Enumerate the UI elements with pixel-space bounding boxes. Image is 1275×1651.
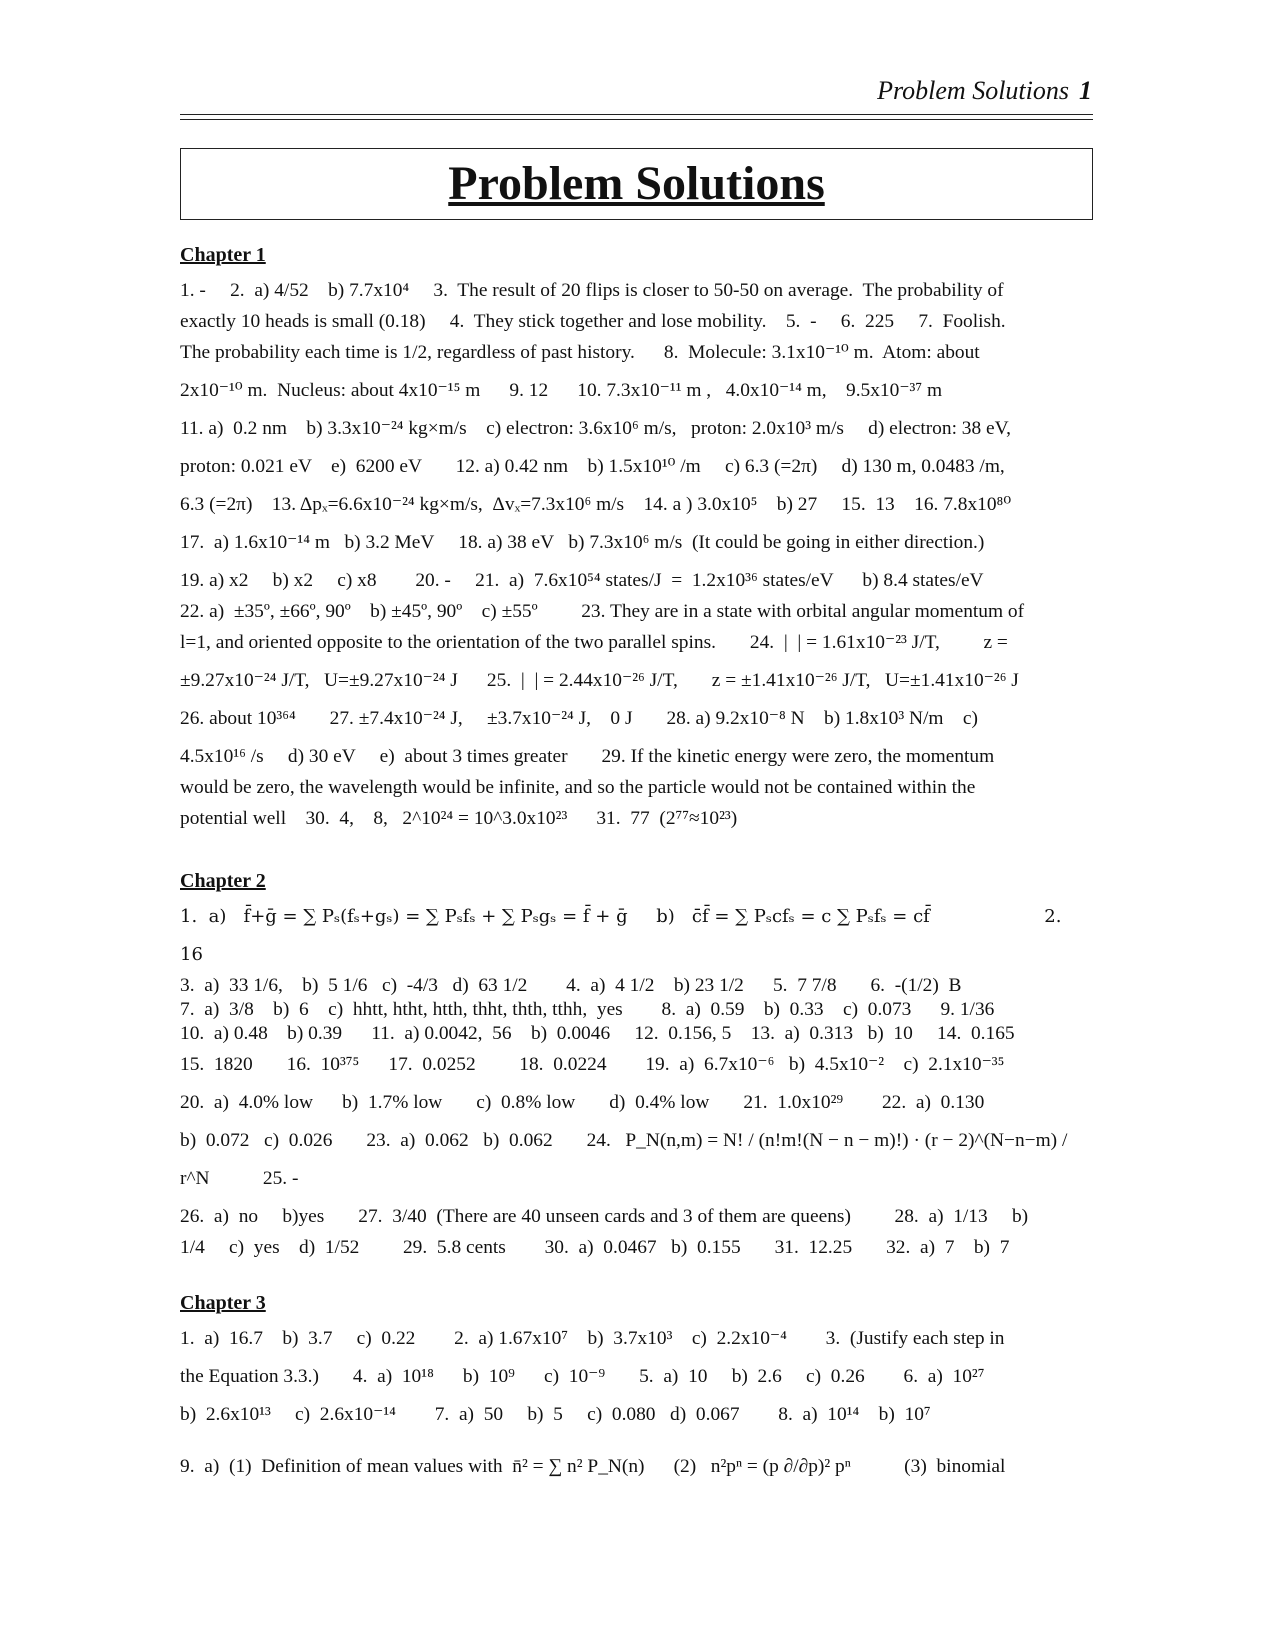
chapter-heading: Chapter 2 bbox=[180, 870, 266, 892]
chapter-2-text bbox=[180, 898, 1095, 1260]
text-line: 7. a) 3/8 b) 6 c) hhtt, htht, htth, thht, thth, tthh, yes 8. a) 0.59 b) 0.33 c) 0.073 9. 1/36 bbox=[180, 999, 995, 1020]
text-line: proton: 0.021 eV e) 6200 eV 12. a) 0.42 nm b) 1.5x10¹⁰ /m c) 6.3 (=2π) d) 130 m, 0.0483 /m, bbox=[180, 456, 1005, 477]
text-line: 10. a) 0.48 b) 0.39 11. a) 0.0042, 56 b) 0.0046 12. 0.156, 5 13. a) 0.313 b) 10 14. 0.165 bbox=[180, 1023, 1015, 1044]
equation-line: 1. a) f̄+ḡ = ∑ Pₛ(fₛ+gₛ) = ∑ Pₛfₛ + ∑ Pₛgₛ = f̄ + ḡ b) c̄f̄ = ∑ Pₛcfₛ = c ∑ Pₛfₛ = cf̄ 2. 16 bbox=[180, 906, 1073, 965]
chapter-1-section bbox=[180, 242, 1095, 838]
text-line: l=1, and oriented opposite to the orientation of the two parallel spins. 24. | | = 1.61x10⁻²³ J/T, z = bbox=[180, 632, 1008, 653]
text-line: 26. about 10³⁶⁴ 27. ±7.4x10⁻²⁴ J, ±3.7x10⁻²⁴ J, 0 J 28. a) 9.2x10⁻⁸ N b) 1.8x10³ N/m c) bbox=[180, 708, 978, 729]
page-number: 1 bbox=[1079, 76, 1092, 105]
solutions-body bbox=[180, 242, 1095, 1486]
chapter-2-section bbox=[180, 868, 1095, 1260]
text-line: b) 2.6x10¹³ c) 2.6x10⁻¹⁴ 7. a) 50 b) 5 c) 0.080 d) 0.067 8. a) 10¹⁴ b) 10⁷ bbox=[180, 1404, 931, 1425]
text-line: the Equation 3.3.) 4. a) 10¹⁸ b) 10⁹ c) 10⁻⁹ 5. a) 10 b) 2.6 c) 0.26 6. a) 10²⁷ bbox=[180, 1366, 985, 1387]
text-line: 17. a) 1.6x10⁻¹⁴ m b) 3.2 MeV 18. a) 38 eV b) 7.3x10⁶ m/s (It could be going in either direction.) bbox=[180, 532, 985, 553]
header-rule-thin bbox=[180, 119, 1093, 120]
chapter-1-text bbox=[180, 272, 1095, 838]
text-line: 1. - 2. a) 4/52 b) 7.7x10⁴ 3. The result of 20 flips is closer to 50-50 on average. The probability of bbox=[180, 280, 1004, 301]
text-line: 1. a) 16.7 b) 3.7 c) 0.22 2. a) 1.67x10⁷ b) 3.7x10³ c) 2.2x10⁻⁴ 3. (Justify each step in bbox=[180, 1328, 1005, 1349]
text-line: 15. 1820 16. 10³⁷⁵ 17. 0.0252 18. 0.0224 19. a) 6.7x10⁻⁶ b) 4.5x10⁻² c) 2.1x10⁻³⁵ bbox=[180, 1054, 1005, 1075]
text-line: 2x10⁻¹⁰ m. Nucleus: about 4x10⁻¹⁵ m 9. 12 10. 7.3x10⁻¹¹ m , 4.0x10⁻¹⁴ m, 9.5x10⁻³⁷ m bbox=[180, 380, 943, 401]
text-line: would be zero, the wavelength would be infinite, and so the particle would not be contained within the bbox=[180, 777, 976, 798]
text-line: 26. a) no b)yes 27. 3/40 (There are 40 unseen cards and 3 of them are queens) 28. a) 1/13 b) bbox=[180, 1206, 1029, 1227]
chapter-heading: Chapter 3 bbox=[180, 1292, 266, 1314]
chapter-3-section bbox=[180, 1290, 1095, 1486]
text-line: 22. a) ±35º, ±66º, 90º b) ±45º, 90º c) ±55º 23. They are in a state with orbital angular momentum of bbox=[180, 601, 1025, 622]
text-line: 4.5x10¹⁶ /s d) 30 eV e) about 3 times greater 29. If the kinetic energy were zero, the momentum bbox=[180, 746, 995, 767]
text-line: exactly 10 heads is small (0.18) 4. They stick together and lose mobility. 5. - 6. 225 7. Foolish. bbox=[180, 311, 1006, 332]
text-line: 6.3 (=2π) 13. Δpₓ=6.6x10⁻²⁴ kg×m/s, Δvₓ=7.3x10⁶ m/s 14. a ) 3.0x10⁵ b) 27 15. 13 16. 7.8x10⁸⁰ bbox=[180, 494, 1012, 515]
chapter-heading: Chapter 1 bbox=[180, 244, 266, 266]
text-line: 11. a) 0.2 nm b) 3.3x10⁻²⁴ kg×m/s c) electron: 3.6x10⁶ m/s, proton: 2.0x10³ m/s d) electron: 38 eV, bbox=[180, 418, 1011, 439]
text-line: 3. a) 33 1/6, b) 5 1/6 c) -4/3 d) 63 1/2 4. a) 4 1/2 b) 23 1/2 5. 7 7/8 6. -(1/2) B bbox=[180, 975, 962, 996]
text-line: 1/4 c) yes d) 1/52 29. 5.8 cents 30. a) 0.0467 b) 0.155 31. 12.25 32. a) 7 b) 7 bbox=[180, 1237, 1010, 1258]
equation-line: 9. a) (1) Definition of mean values with n̄² = ∑ n² P_N(n) (2) n²pⁿ = (p ∂/∂p)² pⁿ (3) binomial bbox=[180, 1456, 1006, 1477]
text-line: The probability each time is 1/2, regardless of past history. 8. Molecule: 3.1x10⁻¹⁰ m. Atom: about bbox=[180, 342, 980, 363]
text-line: 20. a) 4.0% low b) 1.7% low c) 0.8% low d) 0.4% low 21. 1.0x10²⁹ 22. a) 0.130 bbox=[180, 1092, 985, 1113]
equation-line: b) 0.072 c) 0.026 23. a) 0.062 b) 0.062 24. P_N(n,m) = N! / (n!m!(N − n − m)!) · (r − 2)^(N−n−m) / r^N 25. - bbox=[180, 1130, 1073, 1189]
text-line: 19. a) x2 b) x2 c) x8 20. - 21. a) 7.6x10⁵⁴ states/J = 1.2x10³⁶ states/eV b) 8.4 states/eV bbox=[180, 570, 984, 591]
header-rule bbox=[180, 114, 1093, 115]
chapter-3-text bbox=[180, 1320, 1095, 1486]
text-line: potential well 30. 4, 8, 2^10²⁴ = 10^3.0x10²³ 31. 77 (2⁷⁷≈10²³) bbox=[180, 808, 738, 829]
title-box bbox=[180, 148, 1093, 220]
running-title: Problem Solutions bbox=[877, 76, 1069, 105]
running-header bbox=[877, 76, 1092, 106]
text-line: ±9.27x10⁻²⁴ J/T, U=±9.27x10⁻²⁴ J 25. | | = 2.44x10⁻²⁶ J/T, z = ±1.41x10⁻²⁶ J/T, U=±1.41x10⁻²⁶ J bbox=[180, 670, 1019, 691]
page-title: Problem Solutions bbox=[448, 157, 825, 210]
